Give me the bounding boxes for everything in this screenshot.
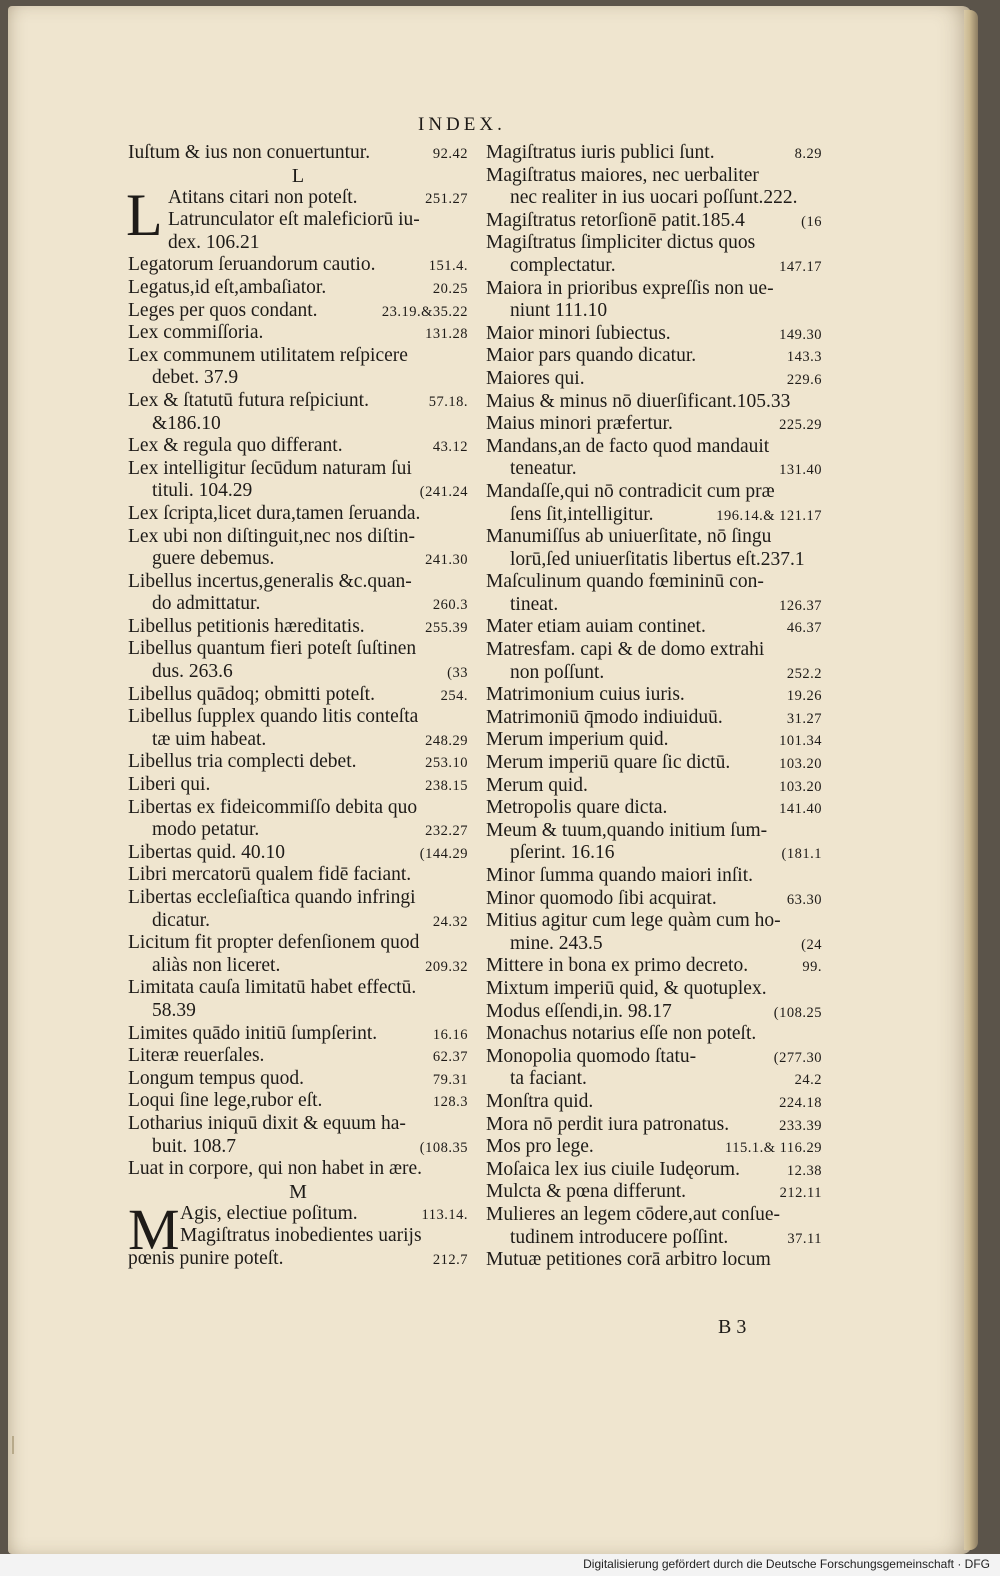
entry-text: Lotharius iniquū dixit & equum ha- [128,1112,406,1134]
entry-text: Minor quomodo ſibi acquirat. [486,887,717,909]
entry-page-ref: 79.31 [432,1071,468,1088]
entry-page-ref: 63.30 [786,891,822,908]
entry-page-ref: 225.29 [779,417,822,434]
entry-text: Limites quādo initiū ſumpſerint. [128,1022,378,1044]
index-entry [128,1248,468,1271]
entry-page-ref: 238.15 [425,778,468,795]
entry-text: Libellus incertus,generalis &c.quan- [128,570,412,592]
entry-text: Mora nō perdit iura patronatus. [486,1113,730,1135]
entry-text: Metropolis quare dicta. [486,797,668,819]
index-entry [486,345,822,368]
entry-text: Maior minori ſubiectus. [486,322,671,344]
index-entry [486,1136,822,1159]
entry-text: Magiſtratus inobedientes uarijs [180,1225,422,1247]
entry-page-ref: 253.10 [425,755,468,772]
entry-page-ref: 62.37 [432,1049,468,1066]
entry-page-ref: 241.30 [425,552,468,569]
index-entry [128,1225,468,1248]
entry-text: Legatorum ſeruandorum cautio. [128,254,376,276]
entry-text: tituli. 104.29 [152,480,253,502]
index-entry [128,345,468,368]
index-entry [128,864,468,887]
index-entry [486,1227,822,1250]
index-entry [128,300,468,323]
entry-page-ref: 209.32 [425,958,468,975]
index-entry [128,638,468,661]
index-entry [486,165,822,188]
index-entry [128,751,468,774]
index-entry [486,955,822,978]
entry-text: Moſaica lex ius ciuile Iudęorum. [486,1158,740,1180]
section-letter: L [291,164,305,187]
entry-page-ref: 19.26 [786,688,822,705]
entry-text: Merum quid. [486,774,588,796]
index-entry [486,571,822,594]
entry-text: modo petatur. [152,819,260,841]
index-entry [486,888,822,911]
index-entry [128,1023,468,1046]
entry-text: tæ uim habeat. [152,728,267,750]
entry-page-ref: 16.16 [432,1026,468,1043]
entry-text: Mater etiam auiam continet. [486,616,706,638]
index-entry [128,1158,468,1181]
index-entry [486,752,822,775]
index-entry [486,1023,822,1046]
index-entry [128,142,468,165]
index-entry [486,436,822,459]
entry-page-ref: 212.11 [779,1185,822,1202]
index-entry [128,729,468,752]
entry-text: Liberi qui. [128,774,211,796]
index-entry [128,706,468,729]
entry-page-ref: 43.12 [432,439,468,456]
entry-page-ref: 251.27 [425,190,468,207]
index-entry [128,774,468,797]
index-entry [486,413,822,436]
index-entry [128,1000,468,1023]
entry-page-ref: 232.27 [425,823,468,840]
entry-page-ref: 147.17 [779,258,822,275]
entry-page-ref: 255.39 [425,619,468,636]
entry-text: Latrunculator eſt maleficiorū iu- [168,209,420,231]
index-entry [486,616,822,639]
entry-text: Maius & minus nō diuerſificant.105.33 [486,390,791,412]
entry-page-ref: 126.37 [779,597,822,614]
entry-text: Libellus quādoq; obmitti poteſt. [128,683,375,705]
entry-text: Magiſtratus maiores, nec uerbaliter [486,164,759,186]
entry-text: Libertas quid. 40.10 [128,841,286,863]
entry-text: Mittere in bona ex primo decreto. [486,955,749,977]
index-entry [486,526,822,549]
entry-page-ref: (108.25 [773,1004,822,1021]
section-letter: M [289,1180,307,1203]
entry-text: pſerint. 16.16 [510,842,615,864]
entry-text: Maiores qui. [486,367,585,389]
index-entry [128,797,468,820]
entry-page-ref: 260.3 [432,597,468,614]
entry-page-ref: 233.39 [779,1117,822,1134]
entry-page-ref: 151.4. [428,258,468,275]
index-entry [486,1204,822,1227]
entry-page-ref: 37.11 [787,1230,822,1247]
index-column-right [486,142,822,1272]
entry-page-ref: 23.19.&35.22 [381,303,468,320]
drop-capital: L [126,181,163,248]
index-entry [128,616,468,639]
index-entry [128,435,468,458]
index-entry [486,458,822,481]
entry-text: Mos pro lege. [486,1136,594,1158]
index-entry [486,978,822,1001]
entry-page-ref: 24.2 [794,1072,822,1089]
entry-text: Libellus quantum fieri poteſt ſuſtinen [128,638,417,660]
entry-text: Maius minori præfertur. [486,413,673,435]
entry-text: Limitata cauſa limitatū habet effectū. [128,977,417,999]
entry-text: Maſculinum quando fœmininū con- [486,571,764,593]
entry-text: pœnis punire poteſt. [128,1247,284,1269]
index-entry [486,504,822,527]
entry-page-ref: 229.6 [786,371,822,388]
entry-page-ref: 248.29 [425,732,468,749]
entry-text: mine. 243.5 [510,932,603,954]
entry-page-ref: 103.20 [779,756,822,773]
entry-text: Matrimonium cuius iuris. [486,684,685,706]
entry-text: Mandaſſe,qui nō contradicit cum præ [486,480,775,502]
entry-text: Minor ſumma quando maiori inſit. [486,865,754,886]
index-entry [486,1046,822,1069]
entry-page-ref: 254. [440,687,468,704]
index-entry [486,368,822,391]
entry-text: nec realiter in ius uocari poſſunt.222. [510,187,798,209]
index-entry [128,955,468,978]
index-entry [128,254,468,277]
index-entry [128,480,468,503]
index-entry [486,910,822,933]
entry-page-ref: (144.29 [419,845,468,862]
entry-page-ref: 8.29 [794,146,822,162]
entry-page-ref: 92.42 [432,146,468,162]
index-entry [128,842,468,865]
index-entry [128,526,468,549]
index-entry [486,1001,822,1024]
drop-capital: M [128,1196,180,1262]
index-entry [486,232,822,255]
entry-text: Mandans,an de facto quod mandauit [486,435,770,457]
index-entry [128,593,468,616]
entry-text: Modus eſſendi,in. 98.17 [486,1000,672,1022]
index-entry [128,322,468,345]
entry-text: Maiora in prioribus expreſſis non ue- [486,277,774,299]
index-entry [486,662,822,685]
index-entry [486,391,822,414]
entry-text: do admittatur. [152,593,261,615]
entry-text: Monſtra quid. [486,1090,594,1112]
index-entry [128,571,468,594]
entry-text: Magiſtratus ſimpliciter dictus quos [486,232,756,254]
entry-text: Libellus petitionis hæreditatis. [128,615,365,637]
signature-mark: B 3 [718,1316,747,1338]
entry-text: Magiſtratus retorſionē patit.185.4 [486,209,745,231]
index-entry [128,232,468,255]
entry-page-ref: 24.32 [432,913,468,930]
entry-page-ref: 143.3 [786,349,822,366]
entry-text: Matresfam. capi & de domo extrahi [486,639,765,661]
entry-page-ref: (277.30 [773,1049,822,1066]
index-entry [128,819,468,842]
index-entry [128,684,468,707]
index-entry [128,548,468,571]
entry-text: Agis, electiue poſitum. [180,1202,358,1224]
index-entry [486,1249,822,1272]
entry-text: complectatur. [510,254,616,276]
page-speck [12,1436,14,1454]
entry-text: Libellus tria complecti debet. [128,751,357,773]
entry-page-ref: 212.7 [432,1251,468,1268]
entry-text: Monachus notarius eſſe non poteſt. [486,1023,757,1045]
entry-page-ref: 101.34 [779,733,822,750]
entry-text: buit. 108.7 [152,1135,236,1157]
entry-page-ref: 113.14. [421,1206,468,1223]
digitization-footer [0,1554,1000,1576]
entry-page-ref: (16 [801,213,822,230]
index-entry [486,481,822,504]
entry-text: dus. 263.6 [152,661,233,683]
index-entry [128,390,468,413]
index-entry [128,367,468,390]
entry-text: tineat. [510,593,559,615]
index-entry [486,820,822,843]
entry-text: teneatur. [510,458,577,480]
index-entry [128,1090,468,1113]
index-entry [128,1045,468,1068]
entry-page-ref: 46.37 [786,620,822,637]
entry-text: Mitius agitur cum lege quàm cum ho- [486,910,781,932]
entry-text: Merum imperium quid. [486,729,669,751]
entry-text: ſens ſit,intelligitur. [510,503,654,525]
entry-text: Lex & regula quo differant. [128,435,343,457]
index-column-left [128,142,468,1271]
index-entry [128,503,468,526]
entry-text: Meum & tuum,quando initium ſum- [486,819,768,841]
entry-text: guere debemus. [152,548,275,570]
index-entry [486,323,822,346]
entry-page-ref: 252.2 [786,665,822,682]
index-entry [128,977,468,1000]
index-entry [128,932,468,955]
entry-page-ref: (33 [447,665,468,682]
entry-text: Libertas ex fideicommiſſo debita quo [128,796,418,818]
entry-text: 58.39 [152,999,196,1021]
entry-text: Literæ reuerſales. [128,1045,265,1067]
index-entry [486,255,822,278]
entry-text: aliàs non liceret. [152,954,281,976]
index-entry [128,1068,468,1091]
entry-page-ref: 224.18 [779,1094,822,1111]
entry-text: Lex & ſtatutū futura reſpiciunt. [128,389,369,411]
index-entry [128,458,468,481]
entry-text: Luat in corpore, qui non habet in ære. [128,1158,423,1180]
entry-text: dicatur. [152,909,210,931]
index-entry [486,187,822,210]
index-entry [486,707,822,730]
index-entry [486,1159,822,1182]
entry-page-ref: 12.38 [786,1162,822,1179]
entry-page-ref: (181.1 [781,846,822,863]
entry-text: ta faciant. [510,1068,587,1090]
entry-page-ref: 99. [802,959,822,976]
entry-text: Loqui ſine lege,rubor eſt. [128,1090,323,1112]
running-head: INDEX. [418,114,506,135]
entry-page-ref: 196.14.& 121.17 [716,507,822,524]
entry-page-ref: 103.20 [779,778,822,795]
index-entry [486,1181,822,1204]
index-entry [486,1114,822,1137]
entry-text: non poſſunt. [510,661,605,683]
entry-text: Mulieres an legem cōdere,aut conſue- [486,1203,780,1225]
index-entry [486,1068,822,1091]
entry-page-ref: (241.24 [419,484,468,501]
index-entry [128,887,468,910]
entry-page-ref: 131.28 [425,326,468,343]
entry-page-ref: 131.40 [779,462,822,479]
entry-text: Iuſtum & ius non conuertuntur. [128,142,371,163]
entry-text: Libellus ſupplex quando litis conteſta [128,706,419,728]
entry-text: Licitum fit propter defenſionem quod [128,932,420,954]
entry-text: lorū,ſed uniuerſitatis libertus eſt.237.1 [510,548,805,570]
entry-text: Matrimoniū q̄modo indiuiduū. [486,706,723,728]
entry-text: debet. 37.9 [152,367,239,389]
entry-text: Leges per quos condant. [128,299,318,321]
entry-text: Longum tempus quod. [128,1067,305,1089]
entry-text: Mulcta & pœna differunt. [486,1181,687,1203]
index-entry [486,1091,822,1114]
entry-page-ref: 149.30 [779,326,822,343]
entry-text: Libertas eccleſiaſtica quando infringi [128,887,416,908]
index-entry [486,639,822,662]
entry-text: Legatus,id eſt,ambaſiator. [128,276,327,298]
index-entry [486,933,822,956]
entry-text: tudinem introducere poſſint. [510,1226,729,1248]
index-entry [128,1136,468,1159]
footer-text: Digitalisierung gefördert durch die Deutsche Forschungsgemeinschaft · DFG [583,1557,990,1571]
index-entry [128,910,468,933]
index-entry [486,865,822,888]
entry-text: Maior pars quando dicatur. [486,345,697,367]
entry-page-ref: 20.25 [432,280,468,297]
entry-page-ref: 57.18. [428,393,468,410]
entry-text: Magiſtratus iuris publici ſunt. [486,142,715,163]
entry-page-ref: 115.1.& 116.29 [725,1140,822,1157]
entry-page-ref: (108.35 [419,1139,468,1156]
entry-text: niunt 111.10 [510,300,608,322]
entry-text: Atitans citari non poteſt. [168,186,358,208]
entry-text: dex. 106.21 [168,231,260,253]
entry-text: &186.10 [152,412,221,434]
entry-page-ref: 141.40 [779,801,822,818]
index-entry [486,278,822,301]
index-entry [486,775,822,798]
index-entry [128,661,468,684]
index-entry [486,842,822,865]
entry-text: Manumiſſus ab uniuerſitate, nō ſingu [486,526,772,548]
index-entry [486,300,822,323]
entry-text: Monopolia quomodo ſtatu- [486,1045,697,1067]
entry-text: Lex ubi non diſtinguit,nec nos diſtin- [128,525,416,547]
index-entry [486,210,822,233]
index-entry [486,549,822,572]
index-entry [486,594,822,617]
entry-text: Lex communem utilitatem reſpicere [128,344,408,366]
entry-text: Merum imperiū quare ſic dictū. [486,752,731,774]
entry-page-ref: (24 [801,936,822,953]
index-entry [486,142,822,165]
index-entry [128,1113,468,1136]
entry-text: Libri mercatorū qualem fidē faciant. [128,864,412,886]
index-entry [486,729,822,752]
entry-page-ref: 128.3 [432,1094,468,1111]
index-entry [128,277,468,300]
index-entry [128,413,468,436]
index-entry [128,209,468,232]
entry-text: Lex commiſſoria. [128,322,264,344]
entry-text: Mixtum imperiū quid, & quotuplex. [486,977,767,999]
index-entry [486,797,822,820]
entry-text: Mutuæ petitiones corā arbitro locum [486,1249,771,1271]
index-entry [486,684,822,707]
entry-page-ref: 31.27 [786,710,822,727]
entry-text: Lex intelligitur ſecūdum naturam ſui [128,457,412,479]
entry-text: Lex ſcripta,licet dura,tamen ſeruanda. [128,502,421,524]
page-fore-edge [964,10,978,1550]
